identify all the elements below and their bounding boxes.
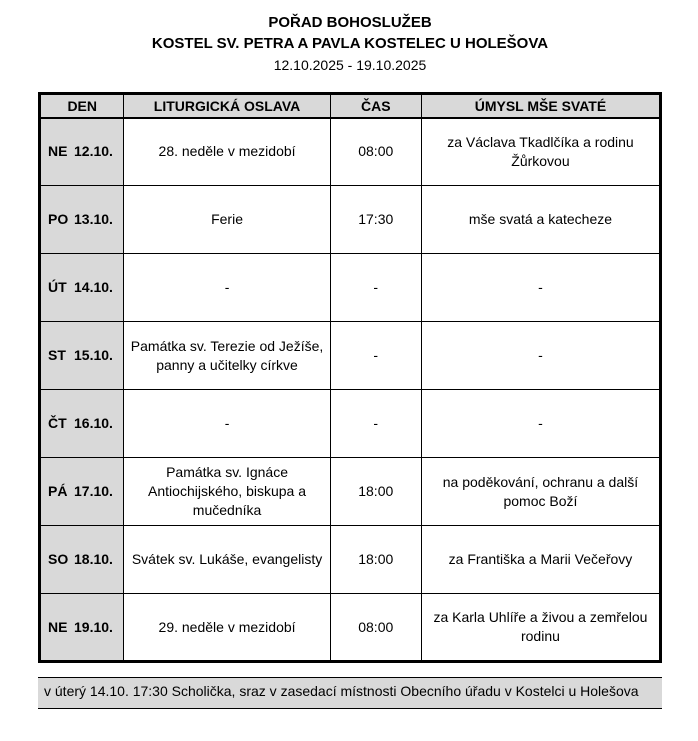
celebration-cell: Svátek sv. Lukáše, evangelisty <box>124 526 330 594</box>
column-header-umysl-mse-svate: ÚMYSL MŠE SVATÉ <box>421 93 660 118</box>
day-cell <box>40 254 124 322</box>
table-header-row <box>40 93 661 118</box>
table-row <box>40 458 661 526</box>
day-cell <box>40 458 124 526</box>
time-cell: 18:00 <box>330 458 421 526</box>
footer-note: v úterý 14.10. 17:30 Scholička, sraz v zasedací místnosti Obecního úřadu v Kostelci u Holešova <box>38 677 662 709</box>
date-range: 12.10.2025 - 19.10.2025 <box>273 57 427 73</box>
header <box>38 12 662 76</box>
intention-cell: na poděkování, ochranu a další pomoc Boží <box>421 458 660 526</box>
time-cell: - <box>330 390 421 458</box>
page-title: POŘAD BOHOSLUŽEB <box>268 14 432 31</box>
day-date: 17.10. <box>74 483 113 500</box>
column-header-den: DEN <box>40 93 124 118</box>
schedule-body <box>40 118 661 662</box>
intention-cell: - <box>421 390 660 458</box>
day-date: 19.10. <box>74 618 113 635</box>
celebration-cell: Ferie <box>124 186 330 254</box>
day-abbreviation: NE <box>48 618 68 635</box>
day-date: 13.10. <box>74 211 113 228</box>
day-abbreviation: SO <box>48 551 69 568</box>
celebration-cell: 28. neděle v mezidobí <box>124 118 330 186</box>
celebration-cell: - <box>124 254 330 322</box>
day-date: 16.10. <box>74 415 113 432</box>
time-cell: 18:00 <box>330 526 421 594</box>
intention-cell: za Františka a Marii Večeřovy <box>421 526 660 594</box>
day-abbreviation: ČT <box>48 415 67 432</box>
time-cell: 08:00 <box>330 594 421 662</box>
time-cell: - <box>330 254 421 322</box>
celebration-cell: - <box>124 390 330 458</box>
intention-cell: - <box>421 254 660 322</box>
table-row <box>40 186 661 254</box>
table-row <box>40 390 661 458</box>
day-date: 15.10. <box>74 347 113 364</box>
table-row <box>40 118 661 186</box>
day-date: 18.10. <box>74 551 113 568</box>
intention-cell: za Václava Tkadlčíka a rodinu Žůrkovou <box>421 118 660 186</box>
day-abbreviation: ST <box>48 347 66 364</box>
table-row <box>40 526 661 594</box>
day-cell <box>40 390 124 458</box>
table-row <box>40 322 661 390</box>
day-abbreviation: PÁ <box>48 483 68 500</box>
time-cell: 08:00 <box>330 118 421 186</box>
time-cell: 17:30 <box>330 186 421 254</box>
intention-cell: za Karla Uhlíře a živou a zemřelou rodinu <box>421 594 660 662</box>
column-header-liturgicka-oslava: LITURGICKÁ OSLAVA <box>124 93 330 118</box>
celebration-cell: 29. neděle v mezidobí <box>124 594 330 662</box>
church-name: KOSTEL SV. PETRA A PAVLA KOSTELEC U HOLEŠOVA <box>151 35 549 52</box>
day-cell <box>40 526 124 594</box>
celebration-cell: Památka sv. Terezie od Ježíše, panny a učitelky církve <box>124 322 330 390</box>
day-abbreviation: NE <box>48 143 68 160</box>
column-header-cas: ČAS <box>330 93 421 118</box>
day-cell <box>40 118 124 186</box>
celebration-cell: Památka sv. Ignáce Antiochijského, biskupa a mučedníka <box>124 458 330 526</box>
intention-cell: mše svatá a katecheze <box>421 186 660 254</box>
table-row <box>40 254 661 322</box>
table-row <box>40 594 661 662</box>
day-cell <box>40 594 124 662</box>
intention-cell: - <box>421 322 660 390</box>
day-cell <box>40 322 124 390</box>
day-date: 12.10. <box>74 143 113 160</box>
day-cell <box>40 186 124 254</box>
day-abbreviation: PO <box>48 211 69 228</box>
day-abbreviation: ÚT <box>48 279 67 296</box>
time-cell: - <box>330 322 421 390</box>
day-date: 14.10. <box>74 279 113 296</box>
schedule-table <box>38 92 662 664</box>
